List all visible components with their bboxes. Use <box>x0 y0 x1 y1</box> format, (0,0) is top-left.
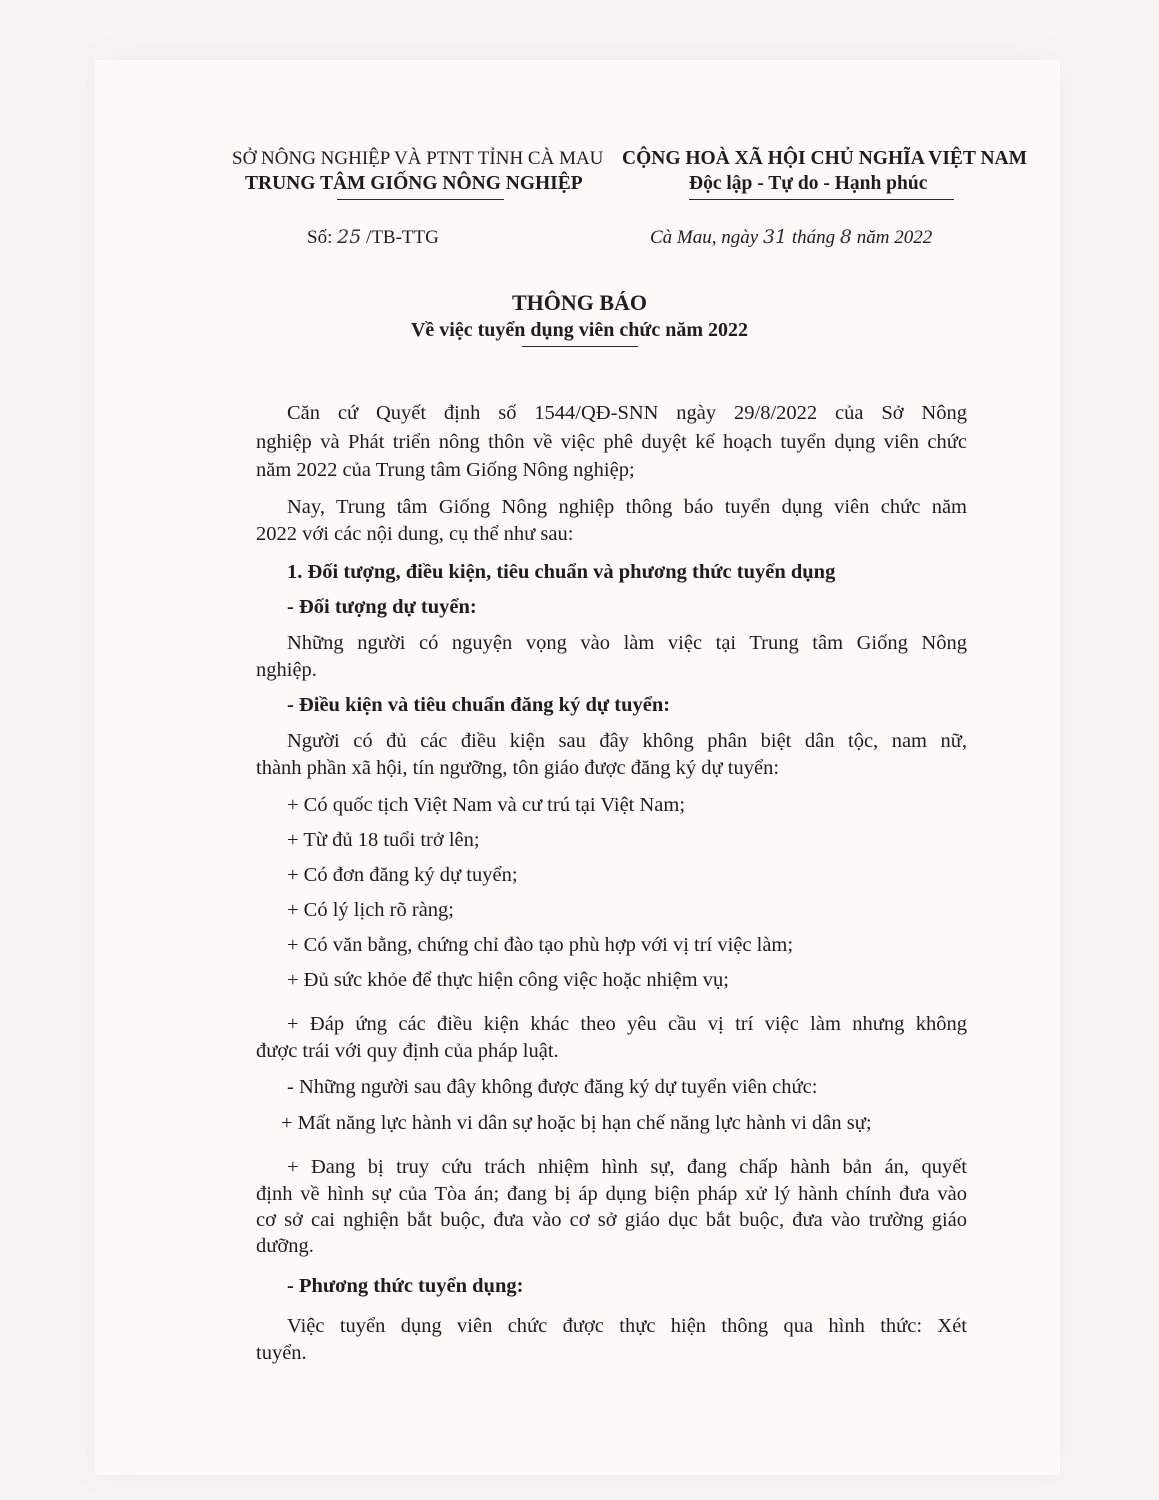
excluded-intro: - Những người sau đây không được đăng ký dự tuyển viên chức: <box>287 1076 818 1098</box>
p1-line1: Căn cứ Quyết định số 1544/QĐ-SNN ngày 29/8/2022 của Sở Nông <box>287 402 967 424</box>
sub-method-heading: - Phương thức tuyển dụng: <box>287 1275 524 1297</box>
condition-item: + Đủ sức khỏe để thực hiện công việc hoặc nhiệm vụ; <box>287 969 729 991</box>
excl-2-line2: định về hình sự của Tòa án; đang bị áp dụng biện pháp xử lý hành chính đưa vào <box>256 1183 967 1205</box>
condition-item: + Có lý lịch rõ ràng; <box>287 899 454 921</box>
target-line1: Những người có nguyện vọng vào làm việc tại Trung tâm Giống Nông <box>287 632 967 654</box>
target-line2: nghiệp. <box>256 659 317 681</box>
p2-line2: 2022 với các nội dung, cụ thể như sau: <box>256 523 574 545</box>
date-place: Cà Mau, ngày <box>650 227 759 248</box>
issue-date <box>650 226 932 249</box>
cond-intro-line2: thành phần xã hội, tín ngưỡng, tôn giáo được đăng ký dự tuyển: <box>256 757 780 779</box>
p2-line1: Nay, Trung tâm Giống Nông nghiệp thông báo tuyển dụng viên chức năm <box>287 496 967 518</box>
excl-2-line1: + Đang bị truy cứu trách nhiệm hình sự, đang chấp hành bản án, quyết <box>287 1156 967 1178</box>
method-line1: Việc tuyển dụng viên chức được thực hiện thông qua hình thức: Xét <box>287 1315 967 1337</box>
handwritten-number: 25 <box>337 226 362 248</box>
p1-line3: năm 2022 của Trung tâm Giống Nông nghiệp; <box>256 459 635 481</box>
agency-name: TRUNG TÂM GIỐNG NÔNG NGHIỆP <box>245 173 583 194</box>
country-name: CỘNG HOÀ XÃ HỘI CHỦ NGHĨA VIỆT NAM <box>622 148 1028 169</box>
document-title: THÔNG BÁO <box>511 290 648 315</box>
country-motto: Độc lập - Tự do - Hạnh phúc <box>689 173 928 194</box>
motto-underline <box>689 199 954 200</box>
excl-2-line4: dưỡng. <box>256 1235 314 1257</box>
sub-target-heading: - Đối tượng dự tuyển: <box>287 596 477 618</box>
agency-parent: SỞ NÔNG NGHIỆP VÀ PTNT TỈNH CÀ MAU <box>232 148 604 169</box>
condition-item: + Có văn bằng, chứng chỉ đào tạo phù hợp với vị trí việc làm; <box>287 934 794 956</box>
handwritten-month: 8 <box>839 226 852 248</box>
method-line2: tuyển. <box>256 1342 307 1364</box>
excl-2-line3: cơ sở cai nghiện bắt buộc, đưa vào cơ sở giáo dục bắt buộc, đưa vào trường giáo <box>256 1209 967 1231</box>
number-suffix: /TB-TTG <box>366 227 439 248</box>
agency-underline <box>337 199 504 200</box>
p1-line2: nghiệp và Phát triển nông thôn về việc phê duyệt kế hoạch tuyển dụng viên chức <box>256 431 967 453</box>
subtitle-underline <box>522 346 638 347</box>
cond-intro-line1: Người có đủ các điều kiện sau đây không phân biệt dân tộc, nam nữ, <box>287 730 967 752</box>
document-subtitle: Về việc tuyển dụng viên chức năm 2022 <box>410 319 748 341</box>
condition-item: + Có quốc tịch Việt Nam và cư trú tại Việt Nam; <box>287 794 686 816</box>
date-month-word: tháng <box>791 227 836 248</box>
section-1-heading: 1. Đối tượng, điều kiện, tiêu chuẩn và phương thức tuyển dụng <box>287 561 836 583</box>
date-year: năm 2022 <box>856 227 933 248</box>
excluded-item: + Mất năng lực hành vi dân sự hoặc bị hạn chế năng lực hành vi dân sự; <box>281 1112 872 1134</box>
cond-7-line2: được trái với quy định của pháp luật. <box>256 1040 559 1062</box>
condition-item: + Có đơn đăng ký dự tuyển; <box>287 864 518 886</box>
cond-7-line1: + Đáp ứng các điều kiện khác theo yêu cầu vị trí việc làm nhưng không <box>287 1013 967 1035</box>
condition-item: + Từ đủ 18 tuổi trở lên; <box>287 829 480 851</box>
number-prefix: Số: <box>307 227 333 248</box>
document-number <box>307 226 439 249</box>
sub-conditions-heading: - Điều kiện và tiêu chuẩn đăng ký dự tuyển: <box>287 694 671 716</box>
handwritten-day: 31 <box>762 226 788 248</box>
